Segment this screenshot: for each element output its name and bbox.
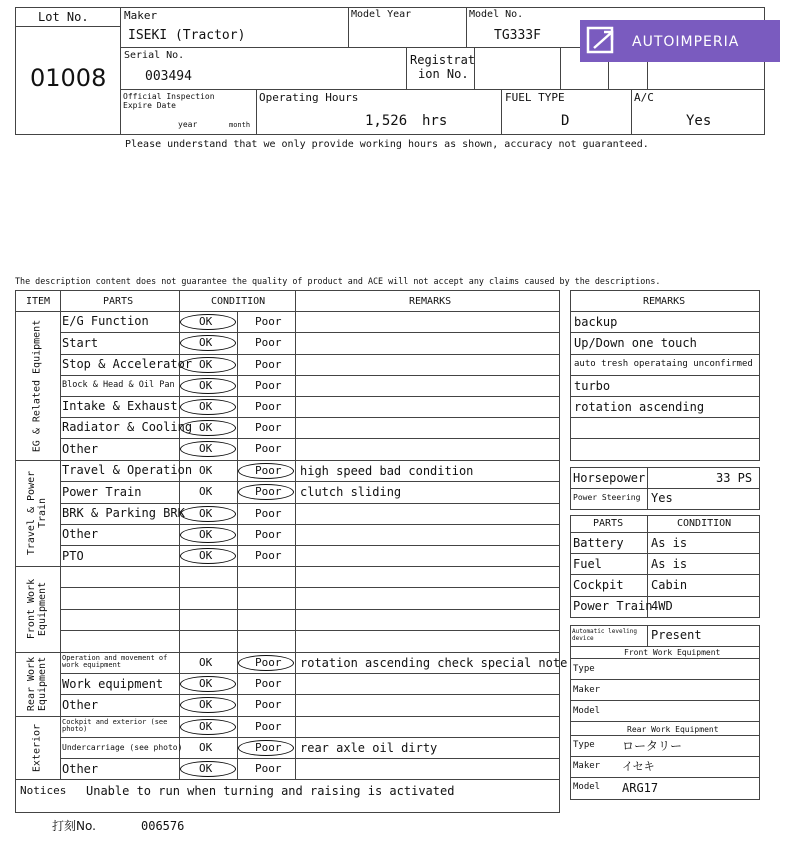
section-front: Front Work Equipment — [26, 578, 48, 640]
ok-option: OK — [199, 741, 213, 754]
ok-option: OK — [199, 549, 213, 562]
side-part: Battery — [573, 536, 624, 550]
ok-option: OK — [199, 336, 213, 349]
ok-option: OK — [199, 464, 213, 477]
ac-value: Yes — [686, 113, 712, 129]
fuel-value: D — [561, 113, 570, 129]
part-name: Intake & Exhaust — [62, 399, 178, 413]
operating-hours-value: 1,526 — [365, 113, 408, 129]
poor-option: Poor — [255, 336, 282, 349]
maker-label: Maker — [124, 9, 158, 22]
power-steering-label: Power Steering — [573, 493, 641, 502]
poor-option: Poor — [255, 400, 282, 413]
selected-condition-oval — [238, 655, 294, 671]
rear-maker-value: イセキ — [622, 760, 655, 773]
hours-note: Please understand that we only provide working hours as shown, accuracy not guaranteed. — [125, 139, 649, 150]
registration-label-1: Registrat — [410, 53, 476, 67]
part-name: Work equipment — [62, 677, 164, 691]
rear-equipment-title: Rear Work Equipment — [627, 725, 719, 734]
power-steering-value: Yes — [651, 491, 673, 505]
part-name: Travel & Operation — [62, 463, 193, 477]
rear-type-label: Type — [573, 740, 595, 750]
front-equipment-title: Front Work Equipment — [624, 648, 721, 657]
side-condition: As is — [651, 536, 688, 550]
selected-condition-oval — [180, 357, 236, 373]
month-label: month — [229, 121, 251, 129]
header-remarks: REMARKS — [409, 296, 452, 307]
remark-text: rotation ascending check special note — [300, 656, 568, 670]
selected-condition-oval — [180, 761, 236, 777]
poor-option: Poor — [255, 698, 282, 711]
poor-option: Poor — [255, 720, 282, 733]
ok-option: OK — [199, 442, 213, 455]
stamp-value: 006576 — [141, 819, 185, 833]
side-remarks-header: REMARKS — [643, 296, 686, 307]
selected-condition-oval — [180, 719, 236, 735]
part-name: Other — [62, 698, 99, 712]
side-condition-header: CONDITION — [677, 518, 732, 529]
ok-option: OK — [199, 698, 213, 711]
front-maker-label: Maker — [573, 685, 601, 695]
lot-value: 01008 — [30, 64, 107, 92]
poor-option: Poor — [255, 549, 282, 562]
selected-condition-oval — [180, 506, 236, 522]
part-name: PTO — [62, 549, 84, 563]
year-label: year — [178, 120, 198, 129]
poor-option: Poor — [255, 421, 282, 434]
selected-condition-oval — [238, 484, 294, 500]
selected-condition-oval — [180, 548, 236, 564]
horsepower-label: Horsepower — [573, 471, 646, 485]
header-parts: PARTS — [103, 296, 134, 307]
part-name: Other — [62, 762, 99, 776]
poor-option: Poor — [255, 379, 282, 392]
rear-model-value: ARG17 — [622, 781, 659, 795]
rear-maker-label: Maker — [573, 761, 601, 771]
auto-level-label-1: Automatic leveling — [572, 628, 638, 635]
inspection-label-1: Official Inspection — [123, 92, 215, 101]
selected-condition-oval — [238, 740, 294, 756]
part-name: Power Train — [62, 485, 142, 499]
side-remark: Up/Down one touch — [574, 336, 697, 350]
serial-label: Serial No. — [124, 50, 185, 61]
side-part: Cockpit — [573, 578, 624, 592]
notices-value: Unable to run when turning and raising is activated — [86, 784, 455, 798]
side-condition: 4WD — [651, 599, 673, 613]
selected-condition-oval — [180, 314, 236, 330]
section-exterior: Exterior — [31, 723, 43, 773]
part-name: Undercarriage (see photo) — [62, 743, 183, 752]
ok-option: OK — [199, 358, 213, 371]
header-item: ITEM — [26, 296, 51, 307]
part-name: Radiator & Cooling — [62, 420, 193, 434]
rear-type-value: ロータリー — [622, 739, 683, 753]
model-no-value: TG333F — [494, 28, 541, 43]
side-remark: backup — [574, 315, 618, 329]
selected-condition-oval — [238, 463, 294, 479]
ok-option: OK — [199, 762, 213, 775]
part-name: Other — [62, 442, 99, 456]
part-name: BRK & Parking BRK — [62, 506, 185, 520]
ok-option: OK — [199, 379, 213, 392]
part-name: Stop & Accelerator — [62, 357, 193, 371]
operating-hours-label: Operating Hours — [259, 91, 359, 104]
poor-option: Poor — [255, 741, 282, 754]
side-part: Power Train — [573, 599, 653, 613]
selected-condition-oval — [180, 697, 236, 713]
poor-option: Poor — [255, 656, 282, 669]
side-condition: Cabin — [651, 578, 688, 592]
poor-option: Poor — [255, 315, 282, 328]
ac-label: A/C — [634, 91, 654, 104]
inspection-label-2: Expire Date — [123, 101, 176, 110]
logo-text: AUTOIMPERIA — [632, 34, 740, 50]
serial-value: 003494 — [145, 69, 192, 84]
part-name: E/G Function — [62, 314, 149, 328]
part-name: Operation and movement of work equipment — [62, 654, 168, 670]
disclaimer: The description content does not guarantee the quality of product and ACE will not accept any claims caused by the descriptions. — [15, 276, 661, 286]
front-model-label: Model — [573, 706, 601, 716]
ok-option: OK — [199, 507, 213, 520]
poor-option: Poor — [255, 677, 282, 690]
model-no-label: Model No. — [469, 9, 524, 20]
ok-option: OK — [199, 485, 213, 498]
auto-level-label-2: device — [572, 635, 594, 642]
ok-option: OK — [199, 315, 213, 328]
section-eg: EG & Related Equipment — [31, 319, 43, 453]
remark-text: high speed bad condition — [300, 464, 474, 478]
horsepower-value: 33 PS — [716, 471, 753, 485]
ok-option: OK — [199, 656, 213, 669]
poor-option: Poor — [255, 762, 282, 775]
section-rear: Rear Work Equipment — [26, 656, 48, 712]
remark-text: clutch sliding — [300, 485, 402, 499]
side-remark: turbo — [574, 379, 611, 393]
poor-option: Poor — [255, 485, 282, 498]
ok-option: OK — [199, 677, 213, 690]
rear-model-label: Model — [573, 782, 601, 792]
hours-unit: hrs — [422, 113, 448, 129]
part-name: Other — [62, 527, 99, 541]
registration-label-2: ion No. — [418, 67, 469, 81]
model-year-label: Model Year — [351, 9, 412, 20]
stamp-label: 打刻No. — [52, 819, 96, 833]
ok-option: OK — [199, 400, 213, 413]
selected-condition-oval — [180, 441, 236, 457]
ok-option: OK — [199, 720, 213, 733]
side-condition: As is — [651, 557, 688, 571]
side-part: Fuel — [573, 557, 602, 571]
maker-value: ISEKI (Tractor) — [128, 28, 246, 43]
poor-option: Poor — [255, 528, 282, 541]
selected-condition-oval — [180, 676, 236, 692]
poor-option: Poor — [255, 442, 282, 455]
section-travel: Travel & Power Train — [26, 470, 48, 556]
side-remark: rotation ascending — [574, 400, 705, 414]
ok-option: OK — [199, 528, 213, 541]
selected-condition-oval — [180, 378, 236, 394]
autoimperia-logo — [580, 20, 780, 62]
selected-condition-oval — [180, 420, 236, 436]
part-name: Start — [62, 336, 99, 350]
poor-option: Poor — [255, 507, 282, 520]
selected-condition-oval — [180, 527, 236, 543]
fuel-label: FUEL TYPE — [505, 91, 565, 104]
side-remark: auto tresh operataing unconfirmed — [574, 359, 753, 369]
selected-condition-oval — [180, 399, 236, 415]
notices-label: Notices — [20, 784, 67, 797]
poor-option: Poor — [255, 464, 282, 477]
side-parts-header: PARTS — [593, 518, 624, 529]
logo-icon — [586, 26, 618, 56]
part-name: Block & Head & Oil Pan — [62, 380, 175, 390]
ok-option: OK — [199, 421, 213, 434]
selected-condition-oval — [180, 335, 236, 351]
part-name: Cockpit and exterior (see photo) — [62, 718, 168, 734]
remark-text: rear axle oil dirty — [300, 741, 438, 755]
poor-option: Poor — [255, 358, 282, 371]
header-condition: CONDITION — [211, 296, 266, 307]
auto-level-value: Present — [651, 628, 702, 642]
lot-label: Lot No. — [38, 10, 89, 24]
front-type-label: Type — [573, 664, 595, 674]
